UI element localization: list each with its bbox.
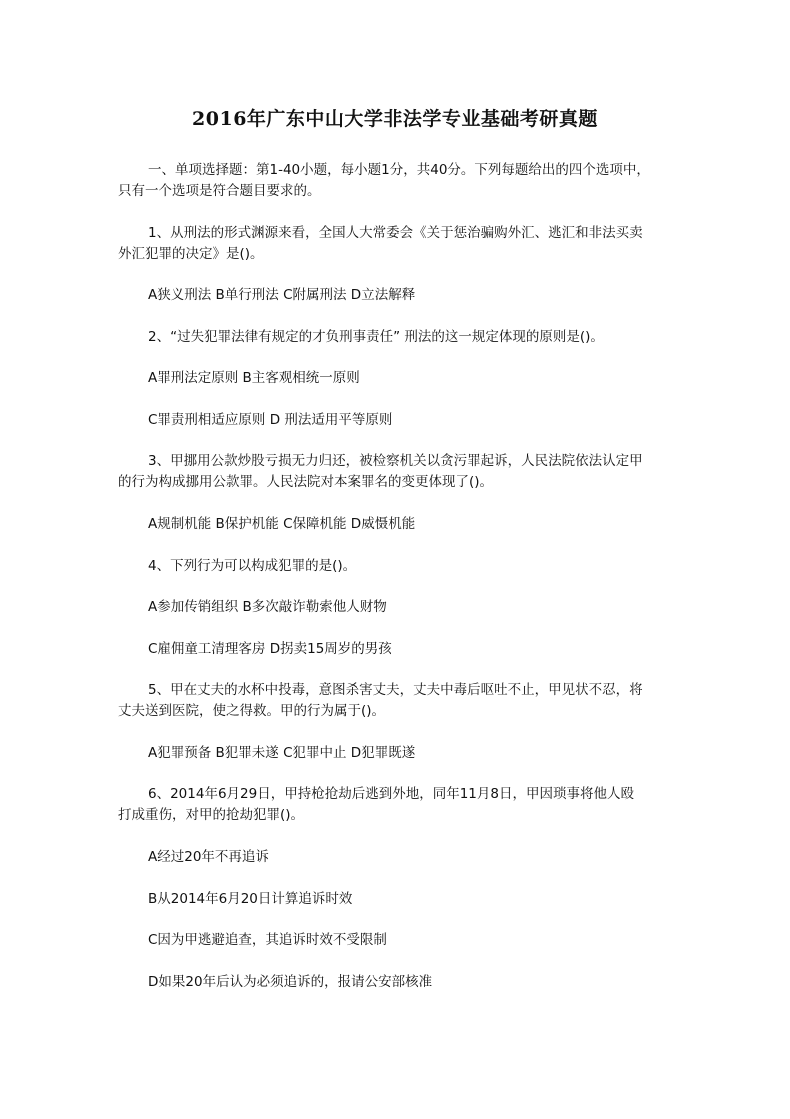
question-2-options [118, 368, 678, 389]
question-1-options [118, 285, 678, 306]
question-text: 5、甲在丈夫的水杯中投毒，意图杀害丈夫，丈夫中毒后呕吐不止，甲见状不忍，将 [148, 682, 643, 698]
question-6 [118, 784, 678, 826]
question-text: 打成重伤，对甲的抢劫犯罪()。 [118, 807, 305, 823]
option-line: C雇佣童工清理客房 D拐卖15周岁的男孩 [148, 641, 392, 657]
question-text: 2、“过失犯罪法律有规定的才负刑事责任” 刑法的这一规定体现的原则是()。 [148, 329, 604, 345]
question-5 [118, 680, 678, 722]
option-line: A狭义刑法 B单行刑法 C附属刑法 D立法解释 [148, 287, 416, 303]
option-line: B从2014年6月20日计算追诉时效 [148, 891, 353, 907]
question-1 [118, 223, 678, 265]
question-4-options [118, 597, 678, 618]
option-line: C罪责刑相适应原则 D 刑法适用平等原则 [148, 412, 393, 428]
question-6-option-a [118, 847, 678, 868]
question-text: 6、2014年6月29日，甲持枪抢劫后逃到外地，同年11月8日，甲因琐事将他人殴 [148, 786, 634, 802]
question-3 [118, 451, 678, 493]
question-4 [118, 556, 678, 577]
question-text: 丈夫送到医院，使之得救。甲的行为属于()。 [118, 703, 386, 719]
question-text: 3、甲挪用公款炒股亏损无力归还，被检察机关以贪污罪起诉，人民法院依法认定甲 [148, 453, 643, 469]
question-4-options [118, 639, 678, 660]
option-line: C因为甲逃避追查，其追诉时效不受限制 [148, 932, 387, 948]
question-5-options [118, 743, 678, 764]
question-text: 的行为构成挪用公款罪。人民法院对本案罪名的变更体现了()。 [118, 474, 494, 490]
question-6-option-c [118, 930, 678, 951]
question-6-option-b [118, 889, 678, 910]
question-6-option-d [118, 972, 678, 993]
intro-line: 只有一个选项是符合题目要求的。 [118, 183, 321, 199]
question-2-options [118, 410, 678, 431]
intro-line: 一、单项选择题：第1-40小题，每小题1分，共40分。下列每题给出的四个选项中， [148, 162, 650, 178]
document-title: 2016年广东中山大学非法学专业基础考研真题 [192, 108, 598, 130]
question-3-options [118, 514, 678, 535]
option-line: D如果20年后认为必须追诉的，报请公安部核准 [148, 974, 433, 990]
option-line: A规制机能 B保护机能 C保障机能 D威慑机能 [148, 516, 416, 532]
question-text: 外汇犯罪的决定》是()。 [118, 246, 264, 262]
question-text: 4、下列行为可以构成犯罪的是()。 [148, 558, 357, 574]
option-line: A经过20年不再追诉 [148, 849, 269, 865]
question-2 [118, 327, 678, 348]
option-line: A犯罪预备 B犯罪未遂 C犯罪中止 D犯罪既遂 [148, 745, 416, 761]
question-text: 1、从刑法的形式渊源来看，全国人大常委会《关于惩治骗购外汇、逃汇和非法买卖 [148, 225, 643, 241]
option-line: A罪刑法定原则 B主客观相统一原则 [148, 370, 360, 386]
option-line: A参加传销组织 B多次敲诈勒索他人财物 [148, 599, 387, 615]
section-intro [118, 160, 678, 202]
